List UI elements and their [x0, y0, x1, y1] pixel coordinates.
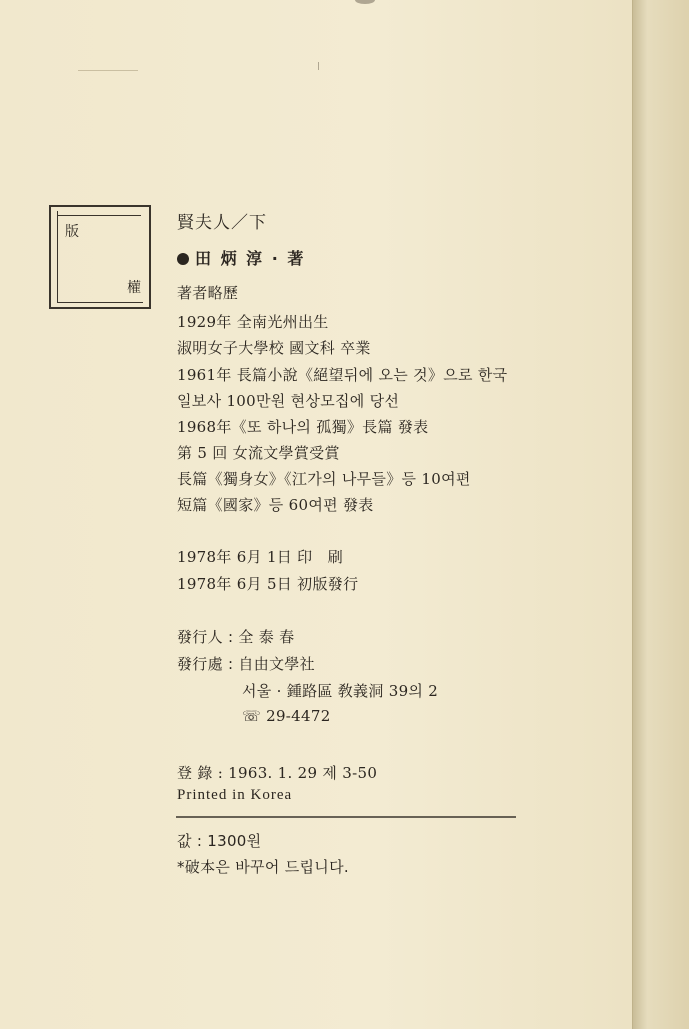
address: 서울 · 鍾路區 敎義洞 39의 2	[242, 682, 439, 700]
divider-rule	[176, 816, 516, 818]
biography-line: 淑明女子大學校 國文科 卒業	[177, 339, 371, 357]
ink-smudge	[355, 0, 375, 4]
biography-line: 일보사 100만원 현상모집에 당선	[177, 392, 400, 410]
biography-line: 1968年《또 하나의 孤獨》長篇 發表	[177, 418, 429, 436]
printed-in: Printed in Korea	[177, 787, 293, 803]
print-date: 1978年 6月 1日 印 刷	[177, 548, 344, 566]
author-name: 田 炳 淳 · 著	[195, 249, 306, 268]
stamp-char-top: 版	[65, 224, 79, 240]
biography-line: 1929年 全南光州出生	[177, 313, 329, 331]
book-title: 賢夫人／下	[177, 213, 267, 233]
biography-line: 短篇《國家》등 60여편 發表	[177, 496, 374, 514]
page-gutter	[632, 0, 689, 1029]
publishing-office: 發行處 : 自由文學社	[177, 655, 315, 673]
paper-mark	[78, 70, 138, 71]
price: 값 : 1300원	[177, 832, 262, 850]
biography-line: 1961年 長篇小說《絕望뒤에 오는 것》으로 한국	[177, 366, 508, 384]
stamp-char-bottom: 權	[127, 280, 141, 296]
paper-mark	[318, 62, 319, 70]
biography-line: 長篇《獨身女》《江가의 나무들》등 10여편	[177, 470, 471, 488]
publish-date: 1978年 6月 5日 初版發行	[177, 575, 359, 593]
copyright-stamp-box	[49, 205, 151, 309]
author-line	[177, 246, 305, 269]
biography-line: 第 5 回 女流文學賞受賞	[177, 444, 340, 462]
biography-heading: 著者略歷	[177, 284, 239, 302]
issuer: 發行人 : 全 泰 春	[177, 628, 295, 646]
registration: 登 錄 : 1963. 1. 29 제 3-50	[177, 764, 378, 782]
stamp-divider	[57, 215, 141, 216]
phone: ☏ 29-4472	[242, 707, 331, 725]
bullet-icon	[177, 253, 189, 265]
replacement-notice: *破本은 바꾸어 드립니다.	[177, 858, 349, 876]
